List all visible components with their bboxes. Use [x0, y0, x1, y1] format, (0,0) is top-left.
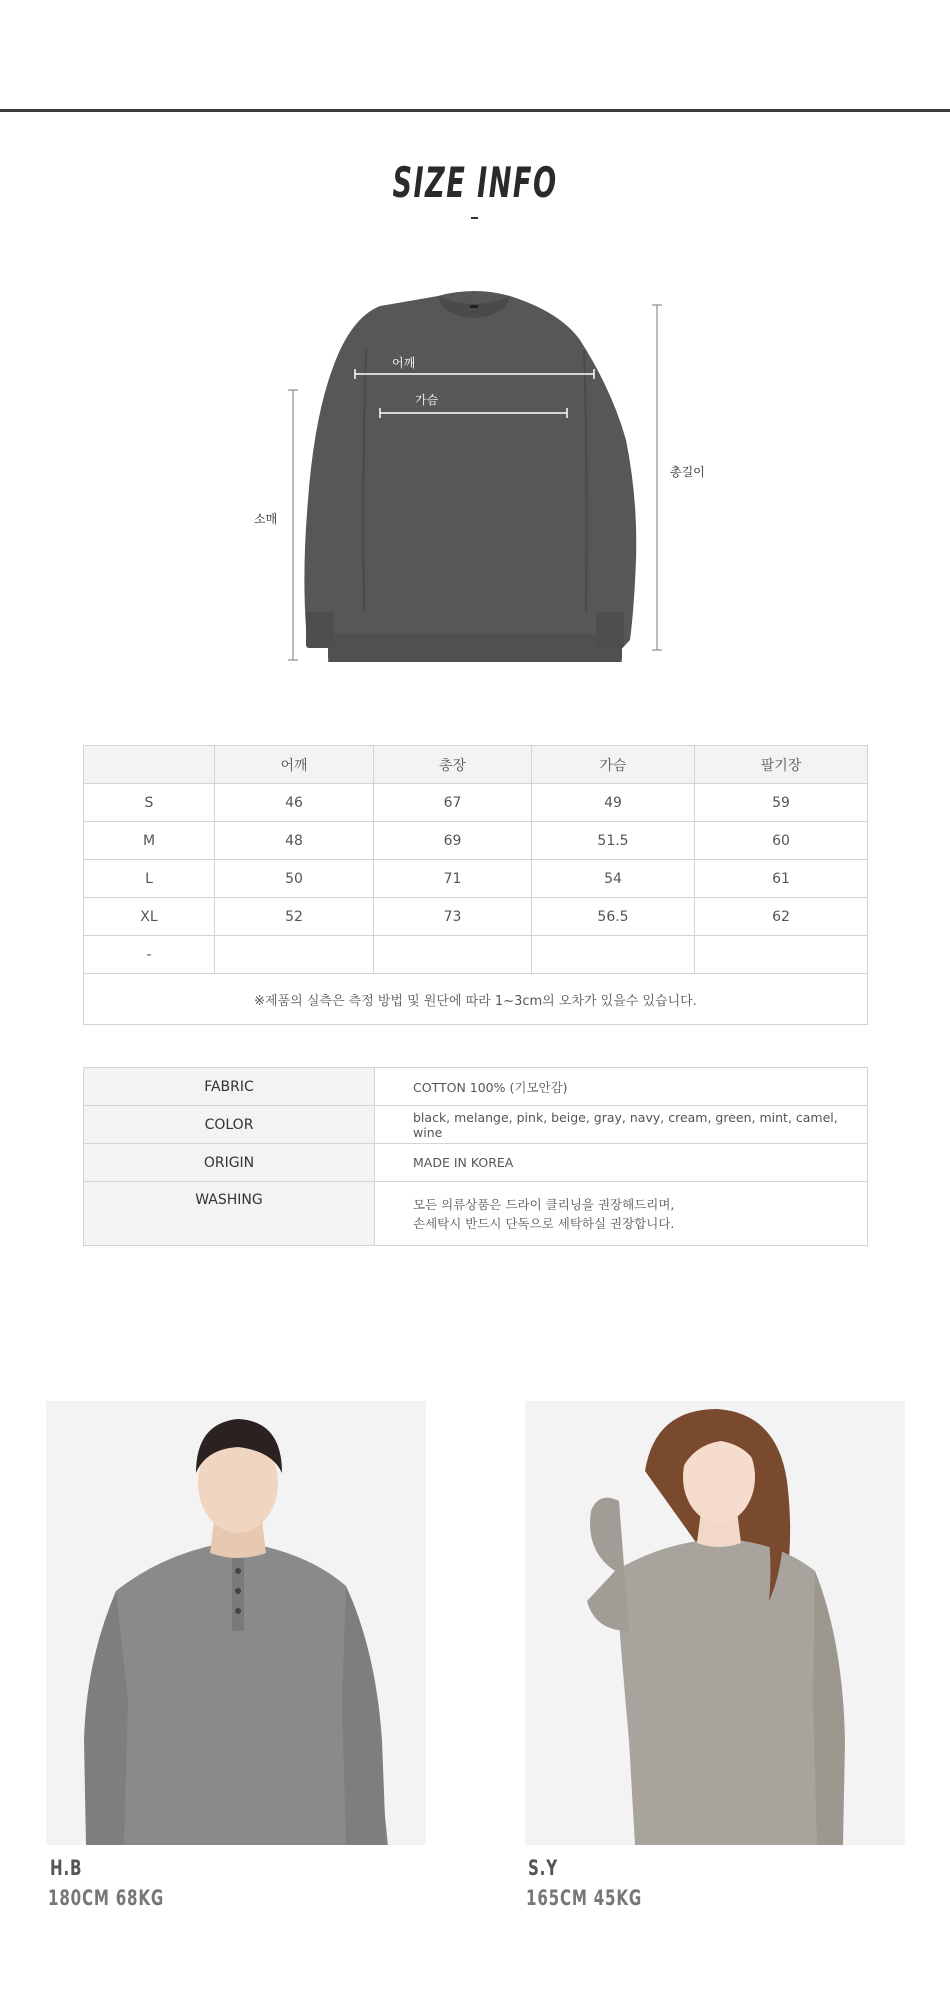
sweatshirt-illustration — [304, 291, 636, 662]
table-row — [84, 898, 868, 936]
value-cell: 59 — [695, 784, 868, 822]
model-name: H.B — [50, 1856, 83, 1880]
value-cell: 71 — [374, 860, 532, 898]
page-title: SIZE INFO — [392, 158, 558, 207]
value-cell: 51.5 — [532, 822, 695, 860]
table-row — [84, 822, 868, 860]
header-cell — [84, 746, 215, 784]
table-row — [84, 860, 868, 898]
size-table-header — [84, 746, 868, 784]
sleeve-label: 소매 — [254, 512, 278, 526]
chest-label: 가슴 — [415, 393, 439, 407]
value-cell: 48 — [215, 822, 374, 860]
model-photo-female — [525, 1401, 905, 1845]
model-photo-male — [46, 1401, 426, 1845]
value-cell: 61 — [695, 860, 868, 898]
washing-line-1: 모든 의류상품은 드라이 클리닝을 권장해드리며, — [413, 1196, 675, 1212]
value-cell: 49 — [532, 784, 695, 822]
washing-value — [375, 1182, 868, 1246]
info-row-washing — [84, 1182, 868, 1246]
size-cell: - — [84, 936, 215, 974]
info-row-color — [84, 1106, 868, 1144]
length-label: 총길이 — [670, 465, 705, 479]
shoulder-label: 어깨 — [392, 356, 416, 370]
value-cell: 67 — [374, 784, 532, 822]
value-cell: 62 — [695, 898, 868, 936]
table-row — [84, 784, 868, 822]
value-cell: 60 — [695, 822, 868, 860]
size-table — [83, 745, 868, 1025]
product-info-table — [83, 1067, 868, 1246]
header-cell: 어깨 — [215, 746, 374, 784]
sweatshirt-diagram — [0, 0, 950, 700]
size-cell: M — [84, 822, 215, 860]
info-row-origin — [84, 1144, 868, 1182]
header-cell: 총장 — [374, 746, 532, 784]
value-cell — [374, 936, 532, 974]
measurement-note: ※제품의 실측은 측정 방법 및 원단에 따라 1~3cm의 오차가 있을수 있습니다. — [84, 974, 868, 1025]
value-cell — [215, 936, 374, 974]
model-spec: 180CM 68KG — [48, 1886, 165, 1910]
value-cell — [695, 936, 868, 974]
value-cell: 73 — [374, 898, 532, 936]
size-cell: L — [84, 860, 215, 898]
model-name: S.Y — [528, 1856, 558, 1880]
fabric-label: FABRIC — [84, 1068, 375, 1106]
washing-label: WASHING — [84, 1182, 375, 1246]
size-cell: S — [84, 784, 215, 822]
size-cell: XL — [84, 898, 215, 936]
model-spec: 165CM 45KG — [526, 1886, 643, 1910]
value-cell: 69 — [374, 822, 532, 860]
value-cell: 50 — [215, 860, 374, 898]
info-row-fabric — [84, 1068, 868, 1106]
header-cell: 가슴 — [532, 746, 695, 784]
table-row — [84, 936, 868, 974]
fabric-value: COTTON 100% (기모안감) — [375, 1068, 868, 1106]
color-label: COLOR — [84, 1106, 375, 1144]
value-cell — [532, 936, 695, 974]
value-cell: 46 — [215, 784, 374, 822]
origin-label: ORIGIN — [84, 1144, 375, 1182]
color-value: black, melange, pink, beige, gray, navy, cream, green, mint, camel, wine — [375, 1106, 868, 1144]
value-cell: 52 — [215, 898, 374, 936]
origin-value: MADE IN KOREA — [375, 1144, 868, 1182]
washing-line-2: 손세탁시 반드시 단독으로 세탁하실 권장합니다. — [413, 1215, 675, 1231]
value-cell: 56.5 — [532, 898, 695, 936]
note-row — [84, 974, 868, 1025]
header-cell: 팔기장 — [695, 746, 868, 784]
value-cell: 54 — [532, 860, 695, 898]
